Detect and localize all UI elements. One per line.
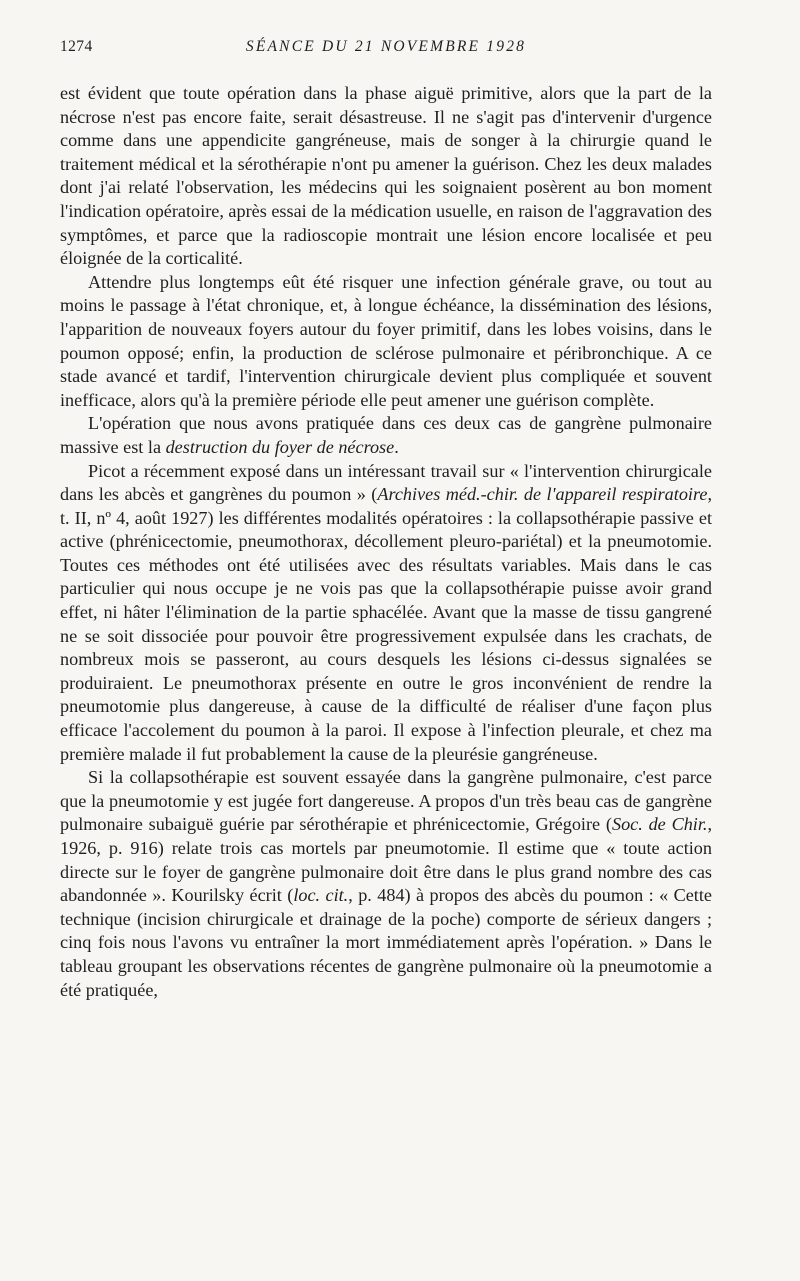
page-number: 1274 (60, 38, 93, 55)
text-segment: Attendre plus longtemps eût été risquer une infection générale grave, ou tout au moins le passage à l'état chronique, et, à longue échéance, la dissémination des lésions, l'apparition de nouveaux foyers autour du foyer primitif, dans les lobes voisins, dans le poumon opposé; enfin, la production de sclérose pulmonaire et péribronchique. A ce stade avancé et tardif, l'intervention chirurgicale devient plus compliquée et souvent inefficace, alors qu'à la première période elle peut amener une guérison complète. (60, 271, 712, 410)
book-page (60, 30, 712, 1002)
text-segment: Picot a récemment exposé dans un intéressant travail sur « l'intervention chirurgicale dans les abcès et gangrènes du poumon » ( (60, 460, 712, 505)
text-segment: Si la collapsothérapie est souvent essayée dans la gangrène pulmonaire, c'est parce que la pneumotomie y est jugée fort dangereuse. A propos d'un très beau cas de gangrène pulmonaire subaiguë guérie par sérothérapie et phrénicectomie, Grégoire ( (60, 767, 712, 835)
paragraph-5 (60, 766, 712, 1002)
text-segment: . (394, 436, 399, 457)
text-segment: est évident que toute opération dans la phase aiguë primitive, alors que la part de la nécrose n'est pas encore faite, serait désastreuse. Il ne s'agit pas d'intervenir d'urgence comme dans une appendicite gangréneuse, mais de songer à la chirurgie quand le traitement médical et la sérothérapie n'ont pu amener la guérison. Chez les deux malades dont j'ai relaté l'observation, les médecins qui les soignaient posèrent au bon moment l'indication opératoire, après essai de la médication usuelle, en raison de l'aggravation des symptômes, et parce que la radioscopie montrait une lésion encore localisée et peu éloignée de la corticalité. (60, 83, 712, 269)
paragraph-2 (60, 271, 712, 413)
paragraph-4 (60, 460, 712, 767)
text-segment: L'opération que nous avons pratiquée dans ces deux cas de gangrène pulmonaire massive est la (60, 413, 712, 457)
citation-journal: Archives méd.-chir. de l'appareil respiratoire (377, 484, 708, 505)
page-header (60, 30, 712, 60)
italic-emphasis: destruction du foyer de nécrose (165, 436, 395, 457)
text-segment: , 1926, p. 916) relate trois cas mortels par pneumotomie. Il estime que « toute action directe sur le foyer de gangrène pulmonaire doit être dans le plus grand nombre des cas abandonnée ». Kourilsky écrit ( (60, 814, 712, 906)
running-title: SÉANCE DU 21 NOVEMBRE 1928 (245, 38, 527, 55)
paragraph-3 (60, 412, 712, 459)
citation-loc-cit: loc. cit. (293, 885, 349, 906)
body-text (60, 82, 712, 1002)
citation-journal: Soc. de Chir. (611, 814, 708, 835)
paragraph-1 (60, 82, 712, 271)
text-segment: , p. 484) à propos des abcès du poumon : « Cette technique (incision chirurgicale et drainage de la poche) comporte de sérieux dangers ; cinq fois nous l'avons vu entraîner la mort immédiatement après l'opération. » Dans le tableau groupant les observations récentes de gangrène pulmonaire où la pneumotomie a été pratiquée, (60, 885, 712, 1000)
text-segment: , t. II, nº 4, août 1927) les différentes modalités opératoires : la collapsothérapie passive et active (phrénicectomie, pneumothorax, décollement pleuro-pariétal) et la pneumotomie. Toutes ces méthodes ont été utilisées avec des résultats variables. Mais dans le cas particulier qui nous occupe je ne vois pas que la collapsothérapie puisse avoir grand effet, ni hâter l'élimination de la partie sphacélée. Avant que la masse de tissu gangrené ne se soit dissociée pour pouvoir être progressivement expulsée dans les crachats, de nombreux mois se passeront, au cours desquels les lésions ci-dessus signalées se produiraient. Le pneumothorax présente en outre le gros inconvénient de rendre la pneumotomie plus dangereuse, à cause de la difficulté de réaliser d'une façon plus efficace l'accolement du poumon à la paroi. Il expose à l'infection pleurale, et chez ma première malade il fut probablement la cause de la pleurésie gangréneuse. (60, 484, 712, 764)
